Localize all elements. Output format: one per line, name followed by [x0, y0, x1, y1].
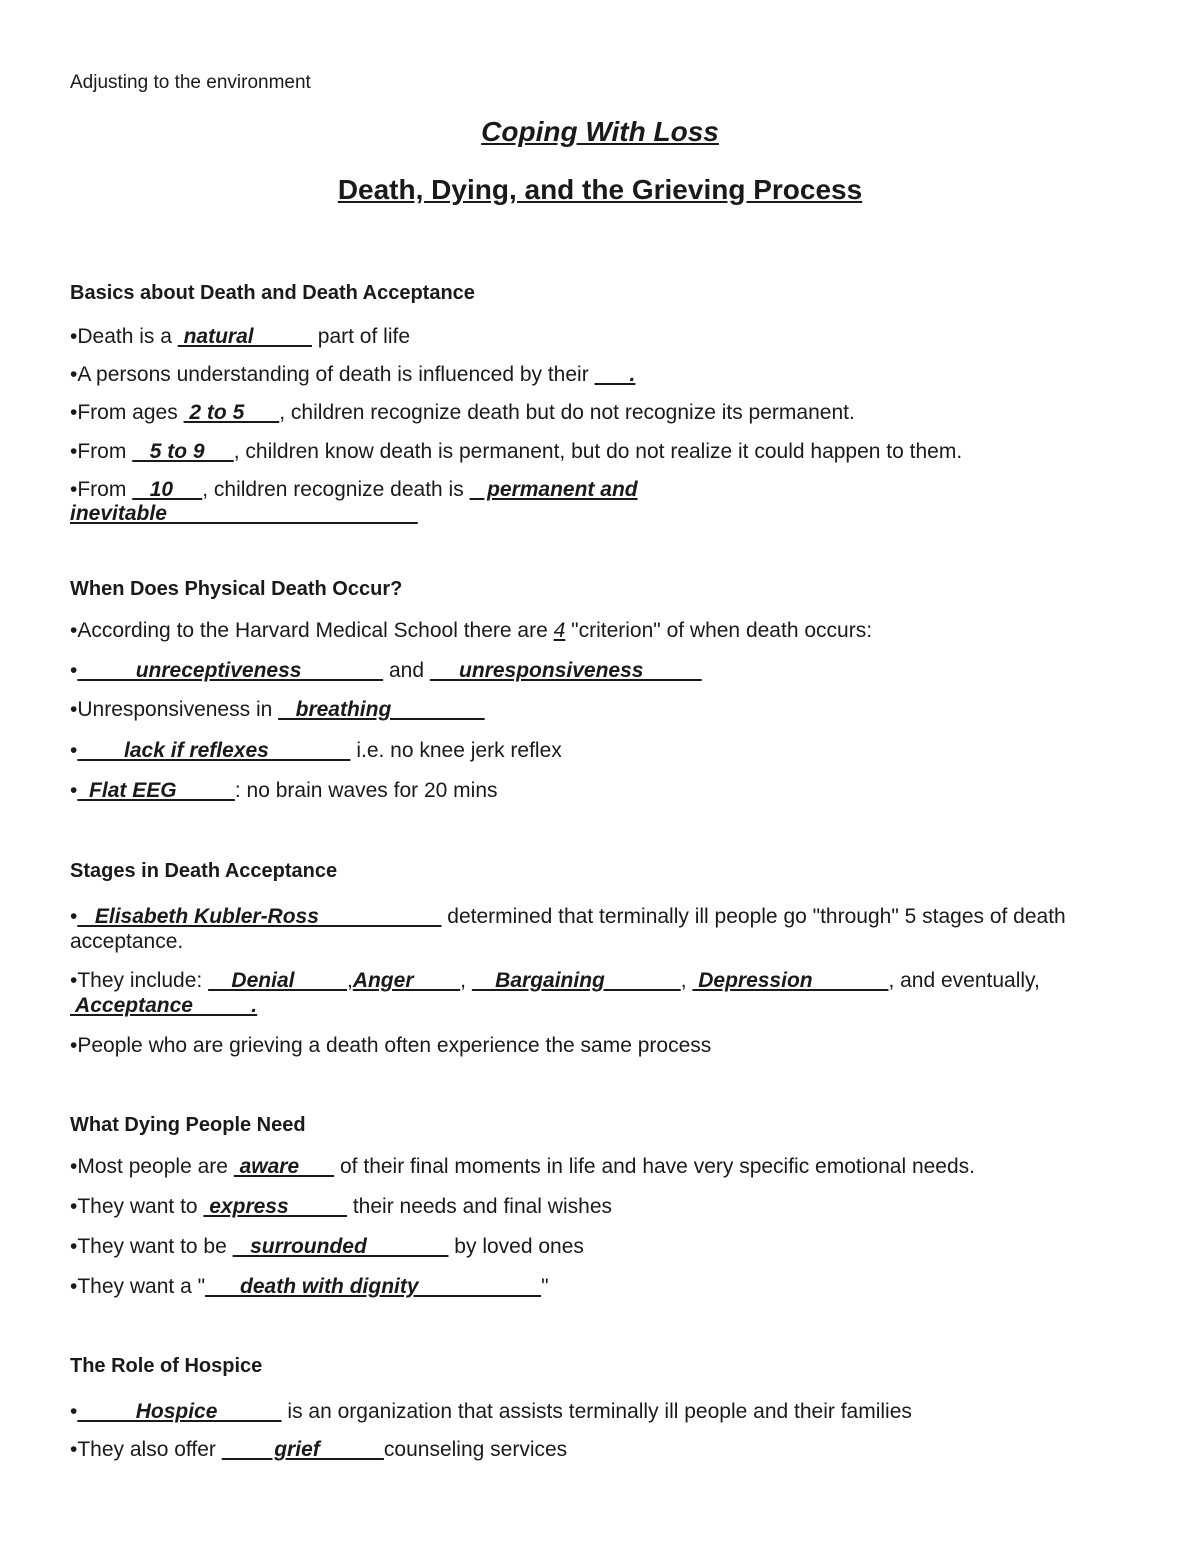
section-heading: Basics about Death and Death Acceptance	[70, 282, 475, 304]
fill-blank: unreceptiveness	[77, 659, 384, 682]
fill-blank: express	[203, 1195, 347, 1218]
list-item: •People who are grieving a death often experience the same process	[70, 1034, 712, 1057]
fill-blank: inevitable	[70, 502, 418, 525]
list-item: •Unresponsiveness in breathing	[70, 698, 485, 721]
fill-blank: 4	[553, 619, 566, 642]
fill-blank: Bargaining	[471, 969, 681, 992]
list-item: •They also offer grief counseling services	[70, 1438, 568, 1461]
fill-blank: breathing	[278, 698, 485, 721]
fill-blank: Anger	[352, 969, 461, 992]
section-dying-needs	[70, 1114, 1130, 1298]
list-item: •They include: Denial ,Anger , Bargaining , Depression , and eventually, Acceptance .	[70, 969, 1040, 1017]
fill-blank: aware	[233, 1155, 335, 1178]
fill-blank: .	[594, 363, 636, 386]
list-item: •Most people are aware of their final moments in life and have very specific emotional needs.	[70, 1155, 975, 1178]
list-item: • Hospice is an organization that assists terminally ill people and their families	[70, 1400, 912, 1423]
fill-blank: Flat EEG	[77, 779, 235, 802]
section-hospice	[70, 1355, 1130, 1461]
fill-blank: Hospice	[77, 1400, 282, 1423]
fill-blank: unresponsiveness	[429, 659, 702, 682]
list-item: •They want a " death with dignity "	[70, 1275, 549, 1298]
fill-blank: Acceptance .	[70, 994, 258, 1017]
section-heading: What Dying People Need	[70, 1114, 306, 1136]
fill-blank: Elisabeth Kubler-Ross	[77, 905, 442, 928]
fill-blank: death with dignity	[205, 1275, 542, 1298]
fill-blank: permanent and	[469, 478, 638, 501]
list-item: • Flat EEG : no brain waves for 20 mins	[70, 779, 498, 802]
list-item: •From 5 to 9 , children know death is permanent, but do not realize it could happen to them.	[70, 440, 963, 463]
list-item-continuation	[70, 501, 418, 526]
fill-blank: surrounded	[232, 1235, 449, 1258]
section-physical-death	[70, 578, 1130, 802]
list-item: •According to the Harvard Medical School there are 4 "criterion" of when death occurs:	[70, 619, 873, 642]
fill-blank: natural	[177, 325, 312, 348]
page-subtitle: Death, Dying, and the Grieving Process	[337, 174, 863, 205]
section-heading: When Does Physical Death Occur?	[70, 578, 403, 600]
list-item: •A persons understanding of death is influenced by their .	[70, 363, 636, 386]
header-note: Adjusting to the environment	[70, 72, 311, 93]
list-item: • lack if reflexes i.e. no knee jerk reflex	[70, 739, 562, 762]
list-item: •From ages 2 to 5 , children recognize death but do not recognize its permanent.	[70, 401, 855, 424]
list-item: •From 10 , children recognize death is permanent and	[70, 478, 638, 501]
section-basics	[70, 282, 1130, 525]
list-item: •Death is a natural part of life	[70, 325, 411, 348]
list-item: • Elisabeth Kubler-Ross determined that terminally ill people go "through" 5 stages of death acceptance.	[70, 905, 1066, 953]
fill-blank: Depression	[692, 969, 889, 992]
list-item: • unreceptiveness and unresponsiveness	[70, 659, 702, 682]
fill-blank: lack if reflexes	[77, 739, 351, 762]
fill-blank: Denial	[208, 969, 347, 992]
fill-blank: 5 to 9	[132, 440, 234, 463]
section-stages	[70, 860, 1130, 1057]
list-item: •They want to express their needs and final wishes	[70, 1195, 612, 1218]
section-heading: The Role of Hospice	[70, 1355, 263, 1377]
fill-blank: 2 to 5	[183, 401, 280, 424]
section-heading: Stages in Death Acceptance	[70, 860, 338, 882]
fill-blank: grief	[221, 1438, 384, 1461]
fill-blank: 10	[132, 478, 203, 501]
list-item: •They want to be surrounded by loved ones	[70, 1235, 584, 1258]
page-title: Coping With Loss	[481, 116, 719, 147]
